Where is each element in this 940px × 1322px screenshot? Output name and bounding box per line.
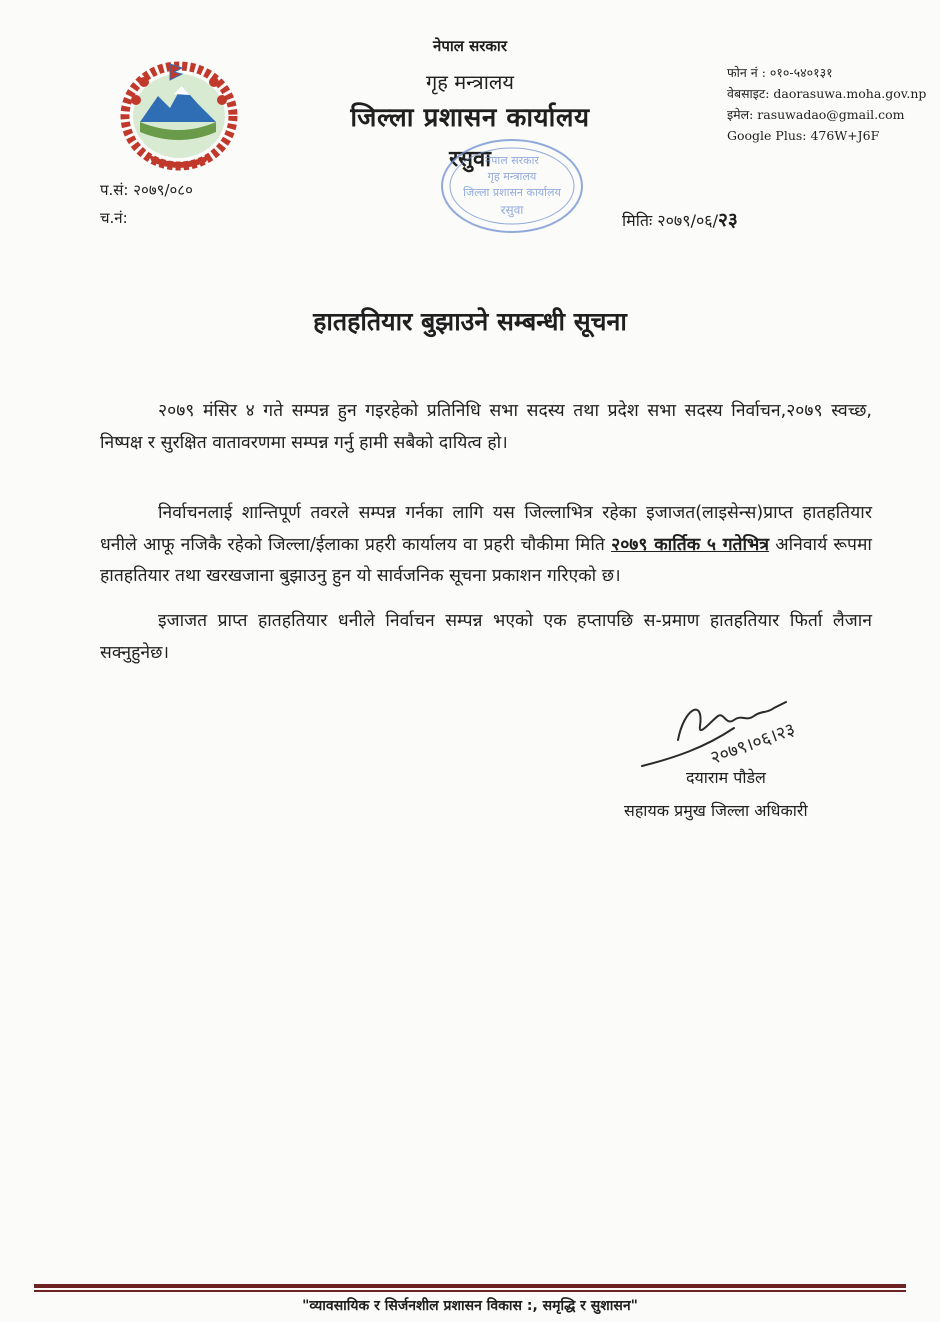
stamp-line-3: जिल्ला प्रशासन कार्यालय [463,186,561,199]
contact-block [727,62,926,146]
letter-date [622,206,738,232]
deadline-highlight: २०७९ कार्तिक ५ गतेभित्र [611,534,770,555]
contact-email: इमेल: rasuwadao@gmail.com [727,107,905,122]
contact-phone: फोन नं : ०१०-५४०१३१ [727,65,833,80]
date-prefix: मितिः २०७९/०६/ [622,211,718,230]
contact-website: वेबसाइट: daorasuwa.moha.gov.np [727,86,927,101]
paragraph-1: २०७९ मंसिर ४ गते सम्पन्न हुन गइरहेको प्रतिनिधि सभा सदस्य तथा प्रदेश सभा सदस्य निर्वाचन,२०७९ स्वच्छ, निष्पक्ष र सुरक्षित वातावरणमा सम्पन्न गर्नु हामी सबैको दायित्व हो। [100,401,872,453]
office-stamp [438,136,586,236]
paragraph-2-end: अनिवार्य रूपमा हातहतियार तथा खरखजाना बुझाउनु हुन यो सार्वजनिक सूचना प्रकाशन गरिएको छ। [100,534,872,586]
stamp-line-2: गृह मन्त्रालय [487,170,537,183]
government-name: नेपाल सरकार [433,37,507,55]
paragraph-2 [100,498,872,593]
date-day: २३ [718,209,738,231]
signature [634,668,844,778]
footer-motto: "व्यावसायिक र सिर्जनशील प्रशासन विकास :, समृद्धि र सुशासन" [302,1298,638,1314]
office-name: जिल्ला प्रशासन कार्यालय [350,103,590,133]
paragraph-2-start: निर्वाचनलाई शान्तिपूर्ण तवरले सम्पन्न गर्नका लागि यस जिल्लाभित्र रहेका इजाजत(लाइसेन्स)प्राप्त हातहतियार धनीले आफू नजिकै रहेको जिल्ला/ईलाका प्रहरी कार्यालय वा प्रहरी चौकीमा मिति [100,503,872,555]
signatory-name: दयाराम पौडेल [686,768,766,787]
ministry-name: गृह मन्त्रालय [425,70,515,94]
notice-title: हातहतियार बुझाउने सम्बन्धी सूचना [313,307,627,336]
paragraph-3: इजाजत प्राप्त हातहतियार धनीले निर्वाचन सम्पन्न भएको एक हप्तापछि स-प्रमाण हातहतियार फिर्ता लैजान सक्नुहुनेछ। [100,611,872,663]
stamp-line-4: रसुवा [500,203,524,217]
letter-number: प.सं: २०७९/०८० [100,181,193,199]
signature-date: २०७९।०६।२३ [707,718,798,769]
footer-rule-thin [34,1290,906,1292]
stamp-line-1: नेपाल सरकार [485,154,539,167]
footer-rule [34,1284,906,1288]
contact-google-plus: Google Plus: 476W+J6F [727,128,880,143]
district-name: रसुवा [449,147,491,172]
signatory-designation: सहायक प्रमुख जिल्ला अधिकारी [624,801,808,820]
dispatch-number: च.नं: [100,209,128,227]
